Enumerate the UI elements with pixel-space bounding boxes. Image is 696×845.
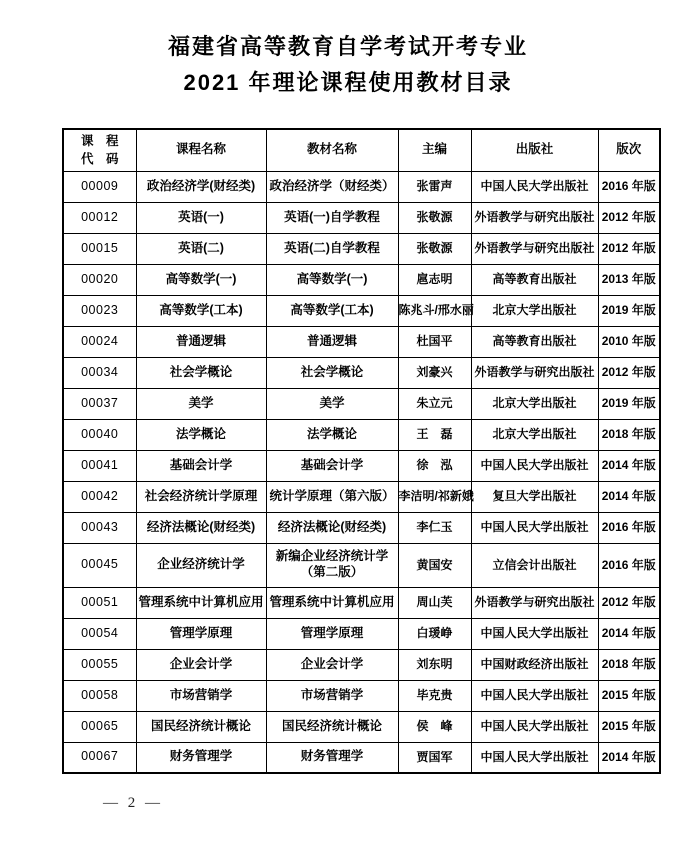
cell-code: 00051 [63, 587, 136, 618]
table-row [63, 233, 660, 264]
cell-editor: 周山芙 [398, 587, 471, 618]
table-row [63, 171, 660, 202]
textbook-table [62, 128, 661, 774]
cell-course: 财务管理学 [136, 742, 266, 773]
cell-course: 国民经济统计概论 [136, 711, 266, 742]
cell-publisher: 高等教育出版社 [471, 264, 598, 295]
header-edition: 版次 [598, 129, 660, 171]
cell-course: 管理系统中计算机应用 [136, 587, 266, 618]
cell-code: 00043 [63, 512, 136, 543]
cell-textbook: 英语(二)自学教程 [266, 233, 398, 264]
cell-publisher: 中国人民大学出版社 [471, 742, 598, 773]
cell-publisher: 外语教学与研究出版社 [471, 587, 598, 618]
table-row [63, 543, 660, 587]
table-row [63, 618, 660, 649]
cell-textbook: 法学概论 [266, 419, 398, 450]
cell-textbook: 普通逻辑 [266, 326, 398, 357]
table-row [63, 326, 660, 357]
cell-edition: 2012 年版 [598, 357, 660, 388]
cell-textbook: 经济法概论(财经类) [266, 512, 398, 543]
table-row [63, 295, 660, 326]
cell-edition: 2015 年版 [598, 680, 660, 711]
cell-course: 英语(二) [136, 233, 266, 264]
cell-editor: 李洁明/祁新娥 [398, 481, 471, 512]
cell-course: 美学 [136, 388, 266, 419]
cell-textbook: 国民经济统计概论 [266, 711, 398, 742]
cell-editor: 张雷声 [398, 171, 471, 202]
cell-publisher: 北京大学出版社 [471, 295, 598, 326]
table-row [63, 587, 660, 618]
cell-editor: 杜国平 [398, 326, 471, 357]
cell-course: 社会学概论 [136, 357, 266, 388]
cell-edition: 2016 年版 [598, 543, 660, 587]
cell-code: 00041 [63, 450, 136, 481]
cell-textbook: 英语(一)自学教程 [266, 202, 398, 233]
table-row [63, 680, 660, 711]
cell-publisher: 北京大学出版社 [471, 419, 598, 450]
cell-course: 企业经济统计学 [136, 543, 266, 587]
cell-textbook: 管理系统中计算机应用 [266, 587, 398, 618]
cell-publisher: 外语教学与研究出版社 [471, 233, 598, 264]
cell-textbook: 政治经济学（财经类） [266, 171, 398, 202]
table-row [63, 481, 660, 512]
cell-textbook: 高等数学(工本) [266, 295, 398, 326]
cell-editor: 刘豪兴 [398, 357, 471, 388]
cell-edition: 2014 年版 [598, 481, 660, 512]
cell-code: 00009 [63, 171, 136, 202]
cell-editor: 王 磊 [398, 419, 471, 450]
cell-code: 00055 [63, 649, 136, 680]
page-number: — 2 — [103, 795, 163, 811]
cell-code: 00034 [63, 357, 136, 388]
cell-textbook: 财务管理学 [266, 742, 398, 773]
cell-edition: 2015 年版 [598, 711, 660, 742]
cell-editor: 朱立元 [398, 388, 471, 419]
table-row [63, 450, 660, 481]
cell-course: 高等数学(一) [136, 264, 266, 295]
cell-editor: 陈兆斗/邢水丽 [398, 295, 471, 326]
cell-code: 00042 [63, 481, 136, 512]
cell-publisher: 中国人民大学出版社 [471, 680, 598, 711]
cell-edition: 2018 年版 [598, 419, 660, 450]
textbook-table-container [62, 128, 661, 774]
cell-editor: 刘东明 [398, 649, 471, 680]
document-subtitle: 2021 年理论课程使用教材目录 [183, 70, 513, 95]
cell-editor: 黄国安 [398, 543, 471, 587]
cell-code: 00054 [63, 618, 136, 649]
cell-edition: 2014 年版 [598, 742, 660, 773]
cell-publisher: 立信会计出版社 [471, 543, 598, 587]
cell-textbook: 社会学概论 [266, 357, 398, 388]
table-row [63, 742, 660, 773]
cell-edition: 2012 年版 [598, 587, 660, 618]
cell-code: 00067 [63, 742, 136, 773]
cell-editor: 白瑗峥 [398, 618, 471, 649]
table-row [63, 357, 660, 388]
cell-code: 00020 [63, 264, 136, 295]
cell-publisher: 外语教学与研究出版社 [471, 202, 598, 233]
header-row [63, 129, 660, 171]
cell-code: 00065 [63, 711, 136, 742]
cell-textbook: 统计学原理（第六版） [266, 481, 398, 512]
document-title: 福建省高等教育自学考试开考专业 [167, 34, 528, 59]
cell-course: 基础会计学 [136, 450, 266, 481]
cell-edition: 2014 年版 [598, 450, 660, 481]
cell-course: 社会经济统计学原理 [136, 481, 266, 512]
header-publisher: 出版社 [471, 129, 598, 171]
cell-code: 00045 [63, 543, 136, 587]
cell-editor: 徐 泓 [398, 450, 471, 481]
cell-publisher: 中国人民大学出版社 [471, 711, 598, 742]
cell-code: 00015 [63, 233, 136, 264]
table-row [63, 649, 660, 680]
cell-textbook: 美学 [266, 388, 398, 419]
cell-textbook: 管理学原理 [266, 618, 398, 649]
cell-textbook: 市场营销学 [266, 680, 398, 711]
cell-code: 00040 [63, 419, 136, 450]
cell-editor: 毕克贵 [398, 680, 471, 711]
cell-course: 法学概论 [136, 419, 266, 450]
cell-publisher: 中国人民大学出版社 [471, 171, 598, 202]
cell-editor: 贾国军 [398, 742, 471, 773]
cell-edition: 2016 年版 [598, 512, 660, 543]
cell-textbook: 新编企业经济统计学（第二版） [266, 543, 398, 587]
cell-course: 高等数学(工本) [136, 295, 266, 326]
table-row [63, 388, 660, 419]
cell-course: 政治经济学(财经类) [136, 171, 266, 202]
cell-edition: 2019 年版 [598, 295, 660, 326]
cell-edition: 2012 年版 [598, 202, 660, 233]
cell-course: 经济法概论(财经类) [136, 512, 266, 543]
table-row [63, 202, 660, 233]
table-row [63, 264, 660, 295]
cell-publisher: 中国人民大学出版社 [471, 618, 598, 649]
cell-course: 普通逻辑 [136, 326, 266, 357]
header-textbook-name: 教材名称 [266, 129, 398, 171]
cell-textbook: 企业会计学 [266, 649, 398, 680]
cell-course: 企业会计学 [136, 649, 266, 680]
cell-edition: 2018 年版 [598, 649, 660, 680]
cell-publisher: 北京大学出版社 [471, 388, 598, 419]
cell-editor: 张敬源 [398, 233, 471, 264]
header-course-code-line1: 课 程 [80, 134, 119, 149]
cell-code: 00058 [63, 680, 136, 711]
cell-edition: 2012 年版 [598, 233, 660, 264]
cell-course: 市场营销学 [136, 680, 266, 711]
cell-edition: 2013 年版 [598, 264, 660, 295]
cell-editor: 扈志明 [398, 264, 471, 295]
cell-editor: 李仁玉 [398, 512, 471, 543]
header-course-code [63, 129, 136, 171]
cell-edition: 2016 年版 [598, 171, 660, 202]
cell-code: 00023 [63, 295, 136, 326]
cell-editor: 侯 峰 [398, 711, 471, 742]
table-row [63, 419, 660, 450]
cell-edition: 2014 年版 [598, 618, 660, 649]
cell-publisher: 中国人民大学出版社 [471, 512, 598, 543]
cell-publisher: 复旦大学出版社 [471, 481, 598, 512]
header-editor: 主编 [398, 129, 471, 171]
cell-course: 管理学原理 [136, 618, 266, 649]
cell-code: 00024 [63, 326, 136, 357]
cell-code: 00012 [63, 202, 136, 233]
cell-course: 英语(一) [136, 202, 266, 233]
table-row [63, 512, 660, 543]
cell-publisher: 高等教育出版社 [471, 326, 598, 357]
header-course-code-line2: 代 码 [80, 152, 119, 167]
cell-editor: 张敬源 [398, 202, 471, 233]
cell-publisher: 中国人民大学出版社 [471, 450, 598, 481]
cell-publisher: 外语教学与研究出版社 [471, 357, 598, 388]
cell-code: 00037 [63, 388, 136, 419]
cell-textbook: 基础会计学 [266, 450, 398, 481]
table-row [63, 711, 660, 742]
cell-publisher: 中国财政经济出版社 [471, 649, 598, 680]
header-course-name: 课程名称 [136, 129, 266, 171]
cell-edition: 2010 年版 [598, 326, 660, 357]
cell-edition: 2019 年版 [598, 388, 660, 419]
cell-textbook: 高等数学(一) [266, 264, 398, 295]
